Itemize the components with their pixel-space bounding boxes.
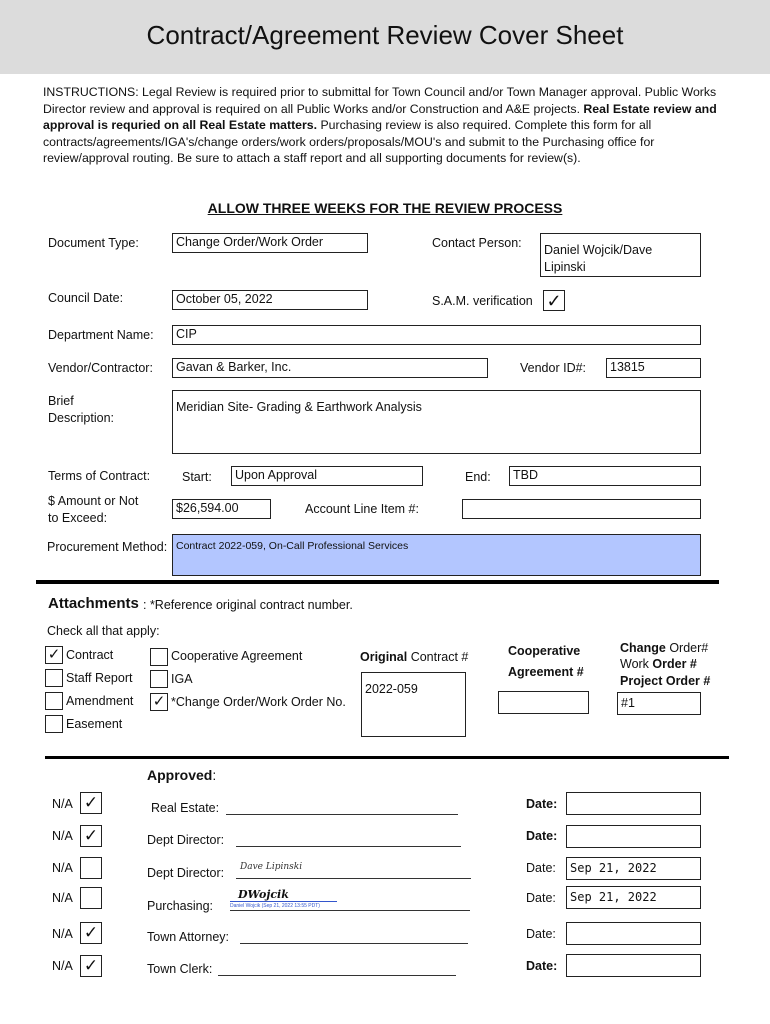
purchasing-label: Purchasing: bbox=[147, 899, 214, 913]
dept-director-date-field-1[interactable] bbox=[566, 825, 701, 848]
instructions-real-estate: Real Estate review and approval is requried on all Real Estate matters. bbox=[43, 101, 717, 133]
date-label: Date: bbox=[526, 891, 556, 905]
cooperative-agreement-label: Cooperative Agreement bbox=[171, 649, 303, 663]
real-estate-signature-line[interactable] bbox=[226, 814, 458, 815]
contact-person-field[interactable]: Daniel Wojcik/Dave Lipinski bbox=[540, 233, 701, 277]
staff-report-checkbox[interactable] bbox=[45, 669, 63, 687]
contract-checkbox[interactable]: ✓ bbox=[45, 646, 63, 664]
na-checkbox-dept-director-1[interactable]: ✓ bbox=[80, 825, 102, 847]
real-estate-label: Real Estate: bbox=[151, 801, 220, 815]
real-estate-date-field[interactable] bbox=[566, 792, 701, 815]
vendor-id-field[interactable]: 13815 bbox=[606, 358, 701, 378]
na-label: N/A bbox=[52, 927, 73, 941]
instructions-part3: Purchasing review is also required. Complete this form for all contracts/agreements/IGA's/change orders/work orders/proposals/MOU's and submit to the Purchasing office for review/approval routing. Be sure to attach a staff report and all supporting documents for review(s). bbox=[43, 118, 655, 166]
town-clerk-date-field[interactable] bbox=[566, 954, 701, 977]
allow-notice: ALLOW THREE WEEKS FOR THE REVIEW PROCESS bbox=[207, 200, 563, 216]
account-line-field[interactable] bbox=[462, 499, 701, 519]
start-label: Start: bbox=[182, 470, 212, 484]
na-label: N/A bbox=[52, 891, 73, 905]
vendor-label: Vendor/Contractor: bbox=[48, 361, 153, 375]
instructions-part1: INSTRUCTIONS: Legal Review is required prior to submittal for Town Council and/or Town Manager approval. Public Works Director review and approval is required on all Public Works and/or Construction and A&E projects. bbox=[43, 85, 717, 116]
page-title: Contract/Agreement Review Cover Sheet bbox=[146, 20, 624, 50]
attachments-heading: Attachments bbox=[48, 595, 139, 612]
brief-label-2: Description: bbox=[48, 411, 114, 425]
easement-label: Easement bbox=[66, 717, 123, 731]
dept-director-signature-line-2[interactable] bbox=[236, 878, 471, 879]
purchasing-signature-stamp: Daniel Wojcik (Sep 21, 2022 13:55 PDT) bbox=[230, 903, 320, 909]
na-checkbox-town-attorney[interactable]: ✓ bbox=[80, 922, 102, 944]
end-label: End: bbox=[465, 470, 491, 484]
na-checkbox-town-clerk[interactable]: ✓ bbox=[80, 955, 102, 977]
amendment-checkbox[interactable] bbox=[45, 692, 63, 710]
change-order-number-label-3: Project Order # bbox=[620, 674, 711, 688]
change-order-label: *Change Order/Work Order No. bbox=[171, 695, 346, 709]
date-label: Date: bbox=[526, 829, 558, 843]
vendor-id-label: Vendor ID#: bbox=[520, 361, 587, 375]
town-clerk-signature-line[interactable] bbox=[218, 975, 456, 976]
vendor-field[interactable]: Gavan & Barker, Inc. bbox=[172, 358, 488, 378]
coop-agreement-field[interactable] bbox=[498, 691, 589, 714]
instructions bbox=[43, 84, 723, 167]
attachments-note: : *Reference original contract number. bbox=[143, 598, 353, 612]
date-label: Date: bbox=[526, 861, 556, 875]
procurement-field[interactable]: Contract 2022-059, On-Call Professional Services bbox=[172, 534, 701, 576]
na-checkbox-purchasing[interactable] bbox=[80, 887, 102, 909]
change-order-number-label-1: Change Order# bbox=[620, 641, 709, 655]
procurement-label: Procurement Method: bbox=[47, 540, 168, 554]
na-label: N/A bbox=[52, 797, 73, 811]
start-field[interactable]: Upon Approval bbox=[231, 466, 423, 486]
na-checkbox-real-estate[interactable]: ✓ bbox=[80, 792, 102, 814]
town-attorney-signature-line[interactable] bbox=[240, 943, 468, 944]
change-order-number-field[interactable]: #1 bbox=[617, 692, 701, 715]
amount-label-2: to Exceed: bbox=[48, 511, 108, 525]
department-label: Department Name: bbox=[48, 328, 154, 342]
dept-director-label-1: Dept Director: bbox=[147, 833, 225, 847]
contact-person-label: Contact Person: bbox=[432, 236, 522, 250]
council-date-label: Council Date: bbox=[48, 291, 124, 305]
check-all-label: Check all that apply: bbox=[47, 624, 160, 638]
sam-verification-checkbox[interactable]: ✓ bbox=[543, 290, 565, 311]
section-divider-1 bbox=[36, 580, 719, 584]
date-label: Date: bbox=[526, 959, 558, 973]
terms-label: Terms of Contract: bbox=[48, 469, 151, 483]
dept-director-signature: Dave Lipinski bbox=[240, 862, 303, 872]
na-label: N/A bbox=[52, 829, 73, 843]
staff-report-label: Staff Report bbox=[66, 671, 133, 685]
sam-verification-label: S.A.M. verification bbox=[432, 294, 533, 308]
account-line-label: Account Line Item #: bbox=[305, 502, 419, 516]
approved-heading: Approved: bbox=[147, 767, 217, 783]
brief-label-1: Brief bbox=[48, 394, 74, 408]
document-type-label: Document Type: bbox=[48, 236, 139, 250]
dept-director-label-2: Dept Director: bbox=[147, 866, 225, 880]
amendment-label: Amendment bbox=[66, 694, 134, 708]
purchasing-signature: DWojcik bbox=[238, 888, 289, 901]
date-label: Date: bbox=[526, 797, 558, 811]
section-divider-2 bbox=[45, 756, 729, 759]
document-type-field[interactable]: Change Order/Work Order bbox=[172, 233, 368, 253]
original-contract-label: Original Contract # bbox=[360, 650, 469, 664]
amount-field[interactable]: $26,594.00 bbox=[172, 499, 271, 519]
end-field[interactable]: TBD bbox=[509, 466, 701, 486]
council-date-field[interactable]: October 05, 2022 bbox=[172, 290, 368, 310]
iga-label: IGA bbox=[171, 672, 193, 686]
na-checkbox-dept-director-2[interactable] bbox=[80, 857, 102, 879]
coop-agreement-label-1: Cooperative bbox=[508, 644, 581, 658]
town-clerk-label: Town Clerk: bbox=[147, 962, 213, 976]
change-order-checkbox[interactable]: ✓ bbox=[150, 693, 168, 711]
date-label: Date: bbox=[526, 927, 556, 941]
change-order-number-label-2: Work Order # bbox=[620, 657, 697, 671]
department-field[interactable]: CIP bbox=[172, 325, 701, 345]
purchasing-stamp-rule bbox=[230, 901, 337, 902]
na-label: N/A bbox=[52, 861, 73, 875]
brief-description-field[interactable]: Meridian Site- Grading & Earthwork Analysis bbox=[172, 390, 701, 454]
town-attorney-date-field[interactable] bbox=[566, 922, 701, 945]
iga-checkbox[interactable] bbox=[150, 670, 168, 688]
original-contract-field[interactable]: 2022-059 bbox=[361, 672, 466, 737]
amount-label-1: $ Amount or Not bbox=[48, 494, 139, 508]
purchasing-date-field[interactable]: Sep 21, 2022 bbox=[566, 886, 701, 909]
purchasing-signature-line[interactable] bbox=[230, 910, 470, 911]
dept-director-date-field-2[interactable]: Sep 21, 2022 bbox=[566, 857, 701, 880]
coop-agreement-label-2: Agreement # bbox=[508, 665, 584, 679]
na-label: N/A bbox=[52, 959, 73, 973]
cooperative-agreement-checkbox[interactable] bbox=[150, 648, 168, 666]
dept-director-signature-line-1[interactable] bbox=[236, 846, 461, 847]
contract-label: Contract bbox=[66, 648, 114, 662]
town-attorney-label: Town Attorney: bbox=[147, 930, 229, 944]
easement-checkbox[interactable] bbox=[45, 715, 63, 733]
